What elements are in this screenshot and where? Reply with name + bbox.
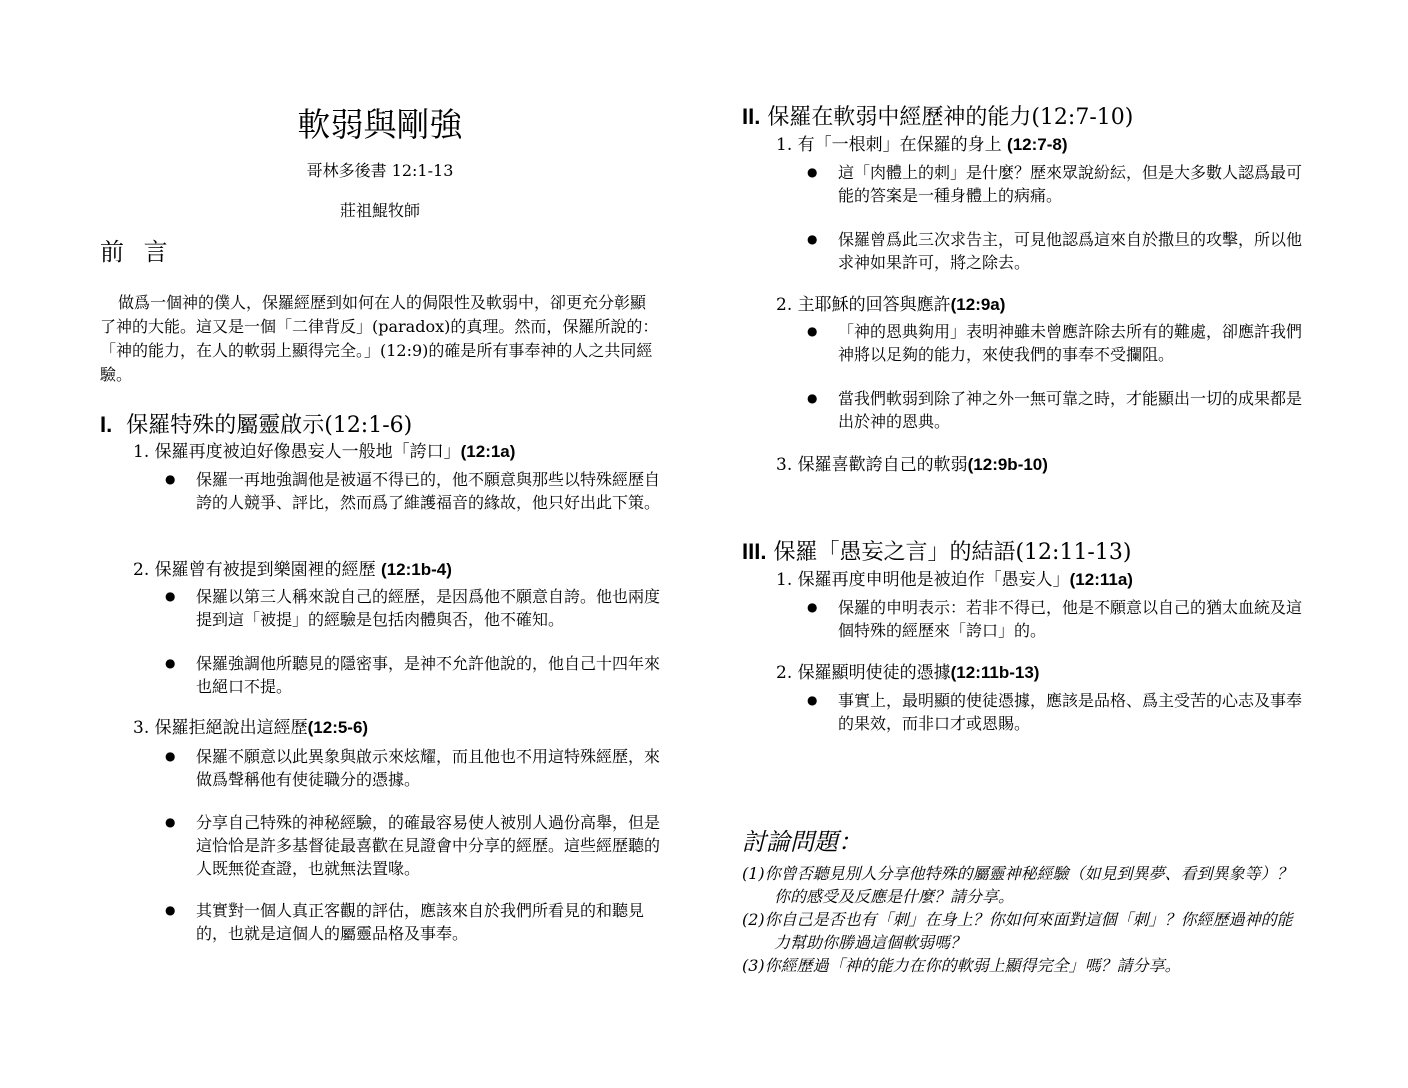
bullet-item: ● 保羅強調他所聽見的隱密事，是神不允許他說的，他自己十四年來也絕口不提。 (165, 654, 661, 696)
section-2-point-3: 3. 保羅喜歡誇自己的軟弱(12:9b-10) (776, 455, 1048, 475)
bullet-item: ● 保羅一再地強調他是被逼不得已的，他不願意與那些以特殊經歷自誇的人競爭、評比，然而爲了維護福音的緣故，他只好出此下策。 (165, 470, 661, 512)
section-1-point-1-bullets (165, 468, 662, 514)
bullet-icon: ● (165, 656, 176, 670)
bullet-item: ● 這「肉體上的刺」是什麼？歷來眾說紛紜，但是大多數人認爲最可能的答案是一種身體上的病痛。 (807, 163, 1303, 205)
page-title: 軟弱與剛強 (297, 105, 463, 144)
preface-heading: 前 言 (100, 238, 174, 266)
section-1-point-1: 1. 保羅再度被迫好像愚妄人一般地「誇口」(12:1a) (133, 442, 516, 462)
point-ref: (12:11b-13) (950, 663, 1040, 682)
section-3-heading (742, 537, 1131, 568)
section-1-point-3-bullets (165, 745, 662, 791)
bullet-icon: ● (807, 693, 818, 707)
section-1-point-2-bullets-b (165, 652, 662, 698)
section-1-number: I. (100, 412, 113, 437)
bullet-icon: ● (807, 391, 818, 405)
section-1-point-2-bullets (165, 585, 662, 631)
section-2-heading (742, 102, 1133, 133)
bullet-icon: ● (165, 903, 176, 917)
section-2-point-1: 1. 有「一根刺」在保羅的身上 (12:7-8) (776, 135, 1068, 155)
bullet-icon: ● (165, 472, 176, 486)
section-1-heading (100, 410, 412, 441)
bullet-icon: ● (165, 589, 176, 603)
section-2-point-2-bullets (807, 320, 1304, 366)
bullet-icon: ● (165, 749, 176, 763)
section-1-point-3-bullets-b (165, 811, 662, 880)
section-1-point-3-bullets-c (165, 899, 662, 945)
section-3-point-2-bullets (807, 689, 1304, 735)
bullet-item: ● 分享自己特殊的神秘經驗，的確最容易使人被別人過份高舉，但是這恰恰是許多基督徒最喜歡在見證會中分享的經歷。這些經歷聽的人既無從查證，也就無法置喙。 (165, 813, 661, 878)
section-2-point-1-bullets-b (807, 228, 1304, 274)
point-ref: (12:5-6) (307, 718, 369, 737)
section-1-point-3: 3. 保羅拒絕說出這經歷(12:5-6) (133, 718, 369, 738)
section-3-number: III. (742, 539, 767, 564)
point-ref: (12:1a) (460, 442, 516, 461)
discussion-question-3: (3)你經歷過「神的能力在你的軟弱上顯得完全」嗎？請分享。 (742, 956, 1181, 975)
point-ref: (12:9a) (950, 295, 1006, 314)
scripture-reference: 哥林多後書 12:1-13 (306, 161, 454, 180)
bullet-icon: ● (165, 815, 176, 829)
bullet-item: ● 「神的恩典夠用」表明神雖未曾應許除去所有的難處，卻應許我們神將以足夠的能力，來使我們的事奉不受攔阻。 (807, 322, 1303, 364)
bullet-item: ● 保羅曾爲此三次求告主，可見他認爲這來自於撒旦的攻擊，所以他求神如果許可，將之除去。 (807, 230, 1303, 272)
bullet-icon: ● (807, 232, 818, 246)
section-3-point-1-bullets (807, 596, 1304, 642)
discussion-question-1: (1)你曾否聽見別人分享他特殊的屬靈神秘經驗（如見到異夢、看到異象等）？你的感受及反應是什麼？請分享。 (742, 864, 1293, 906)
bullet-icon: ● (807, 324, 818, 338)
section-2-title: 保羅在軟弱中經歷神的能力(12:7-10) (767, 105, 1134, 130)
point-ref: (12:9b-10) (967, 455, 1048, 474)
point-ref: (12:11a) (1069, 570, 1133, 589)
preface-text: 做爲一個神的僕人，保羅經歷到如何在人的侷限性及軟弱中，卻更充分彰顯了神的大能。這又是一個「二律背反」(paradox)的真理。然而，保羅所說的：「神的能力，在人的軟弱上顯得完全。」(12:9)的確是所有事奉神的人之共同經驗。 (100, 293, 659, 384)
section-3-title: 保羅「愚妄之言」的結語(12:11-13) (773, 540, 1132, 565)
discussion-heading: 討論問題： (742, 828, 862, 856)
section-1-title: 保羅特殊的屬靈啟示(12:1-6) (126, 413, 413, 438)
point-ref: (12:7-8) (1007, 135, 1068, 154)
bullet-item: ● 保羅的申明表示：若非不得已，他是不願意以自己的猶太血統及這個特殊的經歷來「誇口」的。 (807, 598, 1303, 640)
section-3-point-1: 1. 保羅再度申明他是被迫作「愚妄人」(12:11a) (776, 570, 1133, 590)
bullet-item: ● 其實對一個人真正客觀的評估，應該來自於我們所看見的和聽見的，也就是這個人的屬靈品格及事奉。 (165, 901, 645, 943)
section-2-point-1-bullets (807, 161, 1304, 207)
section-1-point-2: 2. 保羅曾有被提到樂園裡的經歷 (12:1b-4) (133, 560, 452, 580)
bullet-item: ● 事實上，最明顯的使徒憑據，應該是品格、爲主受苦的心志及事奉的果效，而非口才或恩賜。 (807, 691, 1303, 733)
section-3-point-2: 2. 保羅顯明使徒的憑據(12:11b-13) (776, 663, 1040, 683)
section-2-point-2: 2. 主耶穌的回答與應許(12:9a) (776, 295, 1006, 315)
bullet-item: ● 保羅以第三人稱來說自己的經歷，是因爲他不願意自誇。他也兩度提到這「被提」的經驗是包括肉體與否，他不確知。 (165, 587, 661, 629)
bullet-item: ● 當我們軟弱到除了神之外一無可靠之時，才能顯出一切的成果都是出於神的恩典。 (807, 389, 1303, 431)
point-ref: (12:1b-4) (381, 560, 452, 579)
section-2-point-2-bullets-b (807, 387, 1304, 433)
bullet-item: ● 保羅不願意以此異象與啟示來炫耀，而且他也不用這特殊經歷，來做爲聲稱他有使徒職分的憑據。 (165, 747, 661, 789)
bullet-icon: ● (807, 600, 818, 614)
author: 莊祖鯤牧師 (339, 201, 420, 220)
section-2-number: II. (742, 104, 761, 129)
bullet-icon: ● (807, 165, 818, 179)
discussion-question-2: (2)你自己是否也有「刺」在身上？你如何來面對這個「刺」？你經歷過神的能力幫助你勝過這個軟弱嗎？ (742, 910, 1293, 952)
